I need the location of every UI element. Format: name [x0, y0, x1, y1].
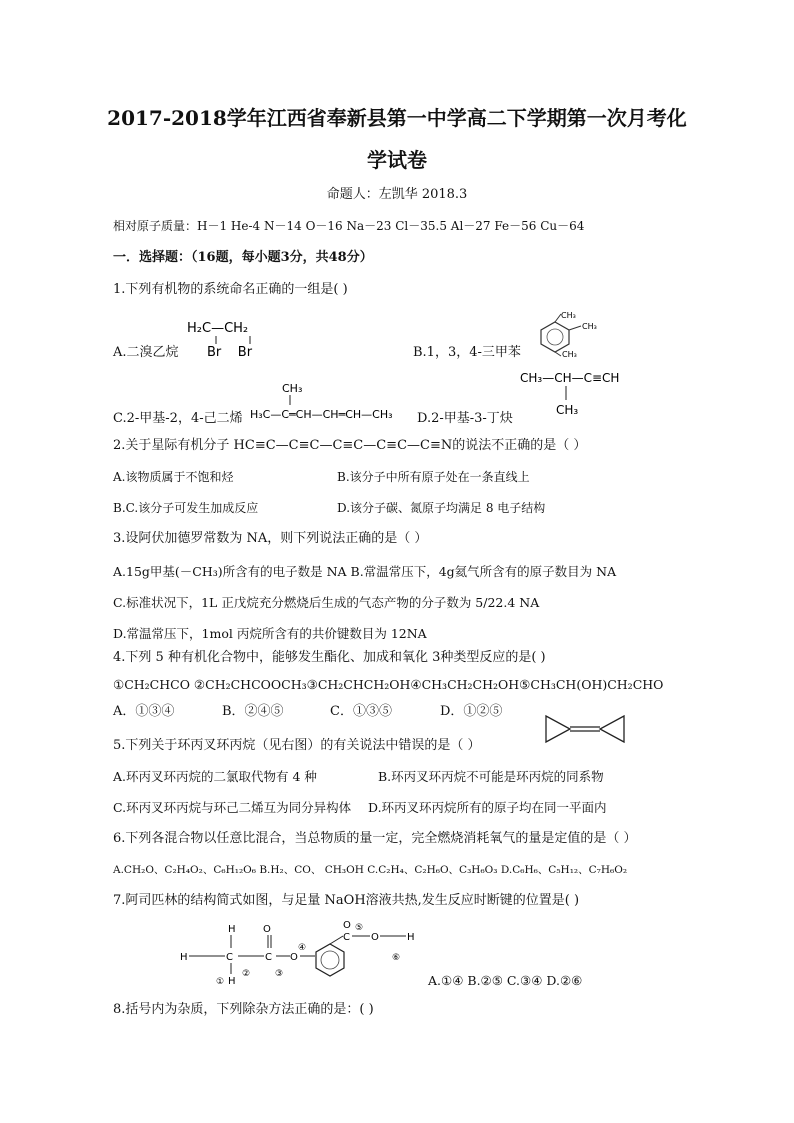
q1-figure-c: [250, 380, 415, 424]
atomic-mass-line: 相对原子质量：H－1 He-4 N－14 O－16 Na－23 Cl－35.5 Al－27 Fe－56 Cu－64: [113, 219, 585, 233]
methyl-label: CH₃: [561, 311, 576, 320]
q3-option-d: D.常温常压下，1mol 丙烷所含有的共价键数目为 12NA: [113, 626, 427, 641]
atom-label: O: [343, 920, 351, 931]
bond-line: [330, 936, 343, 944]
q1-fig-a-top: H₂C—CH₂: [187, 321, 249, 336]
cyclopropane-ring-right: [600, 716, 624, 742]
q5-stem: 5.下列关于环丙叉环丙烷（见右图）的有关说法中错误的是（ ）: [113, 738, 481, 753]
atom-label: H: [407, 932, 415, 943]
break-mark-6: ⑥: [392, 953, 401, 963]
page-title-line1: 2017-2018学年江西省奉新县第一中学高二下学期第一次月考化: [107, 106, 687, 130]
q1-fig-c-main: H₃C—C═CH—CH═CH—CH₃: [250, 408, 393, 421]
q3-option-c: C.标准状况下，1L 正戊烷充分燃烧后生成的气态产物的分子数为 5/22.4 NA: [113, 595, 540, 610]
q1-option-d: D.2-甲基-3-丁炔: [417, 411, 513, 426]
aspirin-structure: [180, 918, 425, 990]
break-mark-3: ③: [275, 969, 284, 979]
trimethylbenzene-structure: [525, 310, 615, 358]
q4-stem: 4.下列 5 种有机化合物中，能够发生酯化、加成和氧化 3种类型反应的是( ): [113, 650, 546, 665]
q4-option-d: D．①②⑤: [440, 704, 503, 719]
bond-line: [555, 352, 561, 356]
methylbutyne-structure: [518, 366, 638, 422]
q6-options: A.CH₂O、C₂H₄O₂、C₆H₁₂O₆ B.H₂、CO、 CH₃OH C.C₂H₄、C₂H₆O、C₃H₆O₃ D.C₆H₆、C₅H₁₂、C₇H₆O₂: [113, 864, 628, 876]
atom-label: O: [371, 932, 379, 943]
benzene-ring: [316, 944, 344, 976]
q3-option-ab: A.15g甲基(－CH₃)所含有的电子数是 NA B.常温常压下，4g氦气所含有的原子数目为 NA: [113, 564, 617, 579]
bond-line: [569, 326, 581, 330]
atom-label: O: [263, 924, 271, 935]
q7-stem: 7.阿司匹林的结构简式如图，与足量 NaOH溶液共热,发生反应时断键的位置是( ): [113, 893, 580, 908]
q4-option-b: B．②④⑤: [222, 704, 284, 719]
dibromoethane-structure: [185, 316, 275, 360]
atom-label: C: [265, 952, 272, 963]
q1-fig-d-main: CH₃—CH—C≡CH: [520, 371, 620, 385]
q5-option-a: A.环丙叉环丙烷的二氯取代物有 4 种: [113, 769, 317, 784]
atom-label: O: [290, 952, 298, 963]
q1-figure-a: [185, 316, 275, 360]
methylhexadiene-structure: [250, 380, 415, 424]
q2-option-c: B.C.该分子可发生加成反应: [113, 501, 259, 515]
atom-label: H: [228, 924, 236, 935]
q1-stem: 1.下列有机物的系统命名正确的一组是( ): [113, 282, 348, 297]
q1-option-a: A.二溴乙烷: [113, 345, 179, 360]
methyl-label: CH₃: [582, 322, 597, 331]
break-mark-4: ④: [298, 943, 307, 953]
break-mark-5: ⑤: [355, 923, 364, 933]
methyl-label: CH₃: [562, 350, 577, 358]
aromatic-circle: [547, 329, 563, 345]
q5-option-b: B.环丙叉环丙烷不可能是环丙烷的同系物: [378, 769, 604, 784]
cyclopropane-ring-left: [546, 716, 570, 742]
q2-option-b: B.该分子中所有原子处在一条直线上: [337, 470, 530, 484]
atom-label: C: [343, 932, 350, 943]
q6-stem: 6.下列各混合物以任意比混合，当总物质的量一定，完全燃烧消耗氧气的量是定值的是（ ）: [113, 831, 637, 846]
q4-option-a: A．①③④: [113, 704, 175, 719]
q4-option-c: C．①③⑤: [330, 704, 392, 719]
q3-stem: 3.设阿伏加德罗常数为 NA，则下列说法正确的是（ ）: [113, 531, 428, 546]
atom-label: C: [226, 952, 233, 963]
q7-options: A.①④ B.②⑤ C.③④ D.②⑥: [428, 973, 583, 988]
q1-figure-d: [518, 366, 638, 422]
benzene-ring: [541, 322, 569, 352]
author-line: 命题人：左凯华 2018.3: [326, 187, 468, 202]
q1-fig-c-sub: CH₃: [282, 382, 303, 395]
q2-option-a: A.该物质属于不饱和烃: [113, 470, 234, 484]
atom-label: H: [228, 976, 236, 987]
q2-option-d: D.该分子碳、氮原子均满足 8 电子结构: [337, 501, 546, 515]
q5-option-d: D.环丙叉环丙烷所有的原子均在同一平面内: [368, 800, 607, 815]
q1-fig-a-bottom: Br Br: [207, 345, 253, 360]
cyclopropylidenecyclopropane-structure: [540, 712, 630, 746]
break-mark-1: ①: [216, 977, 225, 987]
q1-figure-b: [525, 310, 615, 358]
q4-items: ①CH₂CHCO ②CH₂CHCOOCH₃③CH₂CHCH₂OH④CH₃CH₂CH₂OH⑤CH₃CH(OH)CH₂CHO: [113, 677, 664, 692]
q1-option-c: C.2-甲基-2，4-己二烯: [113, 411, 243, 426]
q7-figure: [180, 918, 425, 990]
q2-stem: 2.关于星际有机分子 HC≡C—C≡C—C≡C—C≡C—C≡N的说法不正确的是（ ）: [113, 438, 587, 453]
q5-figure: [540, 712, 630, 746]
q5-option-c: C.环丙叉环丙烷与环己二烯互为同分异构体: [113, 800, 352, 815]
break-mark-2: ②: [242, 969, 251, 979]
q1-option-b: B.1，3，4-三甲苯: [413, 345, 521, 360]
q1-fig-d-sub: CH₃: [556, 403, 579, 417]
page-title-line2: 学试卷: [367, 148, 427, 172]
section-heading: 一．选择题：（16题，每小题3分，共48分）: [113, 250, 373, 265]
q8-stem: 8.括号内为杂质，下列除杂方法正确的是：( ): [113, 1002, 374, 1017]
atom-label: H: [180, 952, 188, 963]
aromatic-circle: [321, 951, 339, 969]
